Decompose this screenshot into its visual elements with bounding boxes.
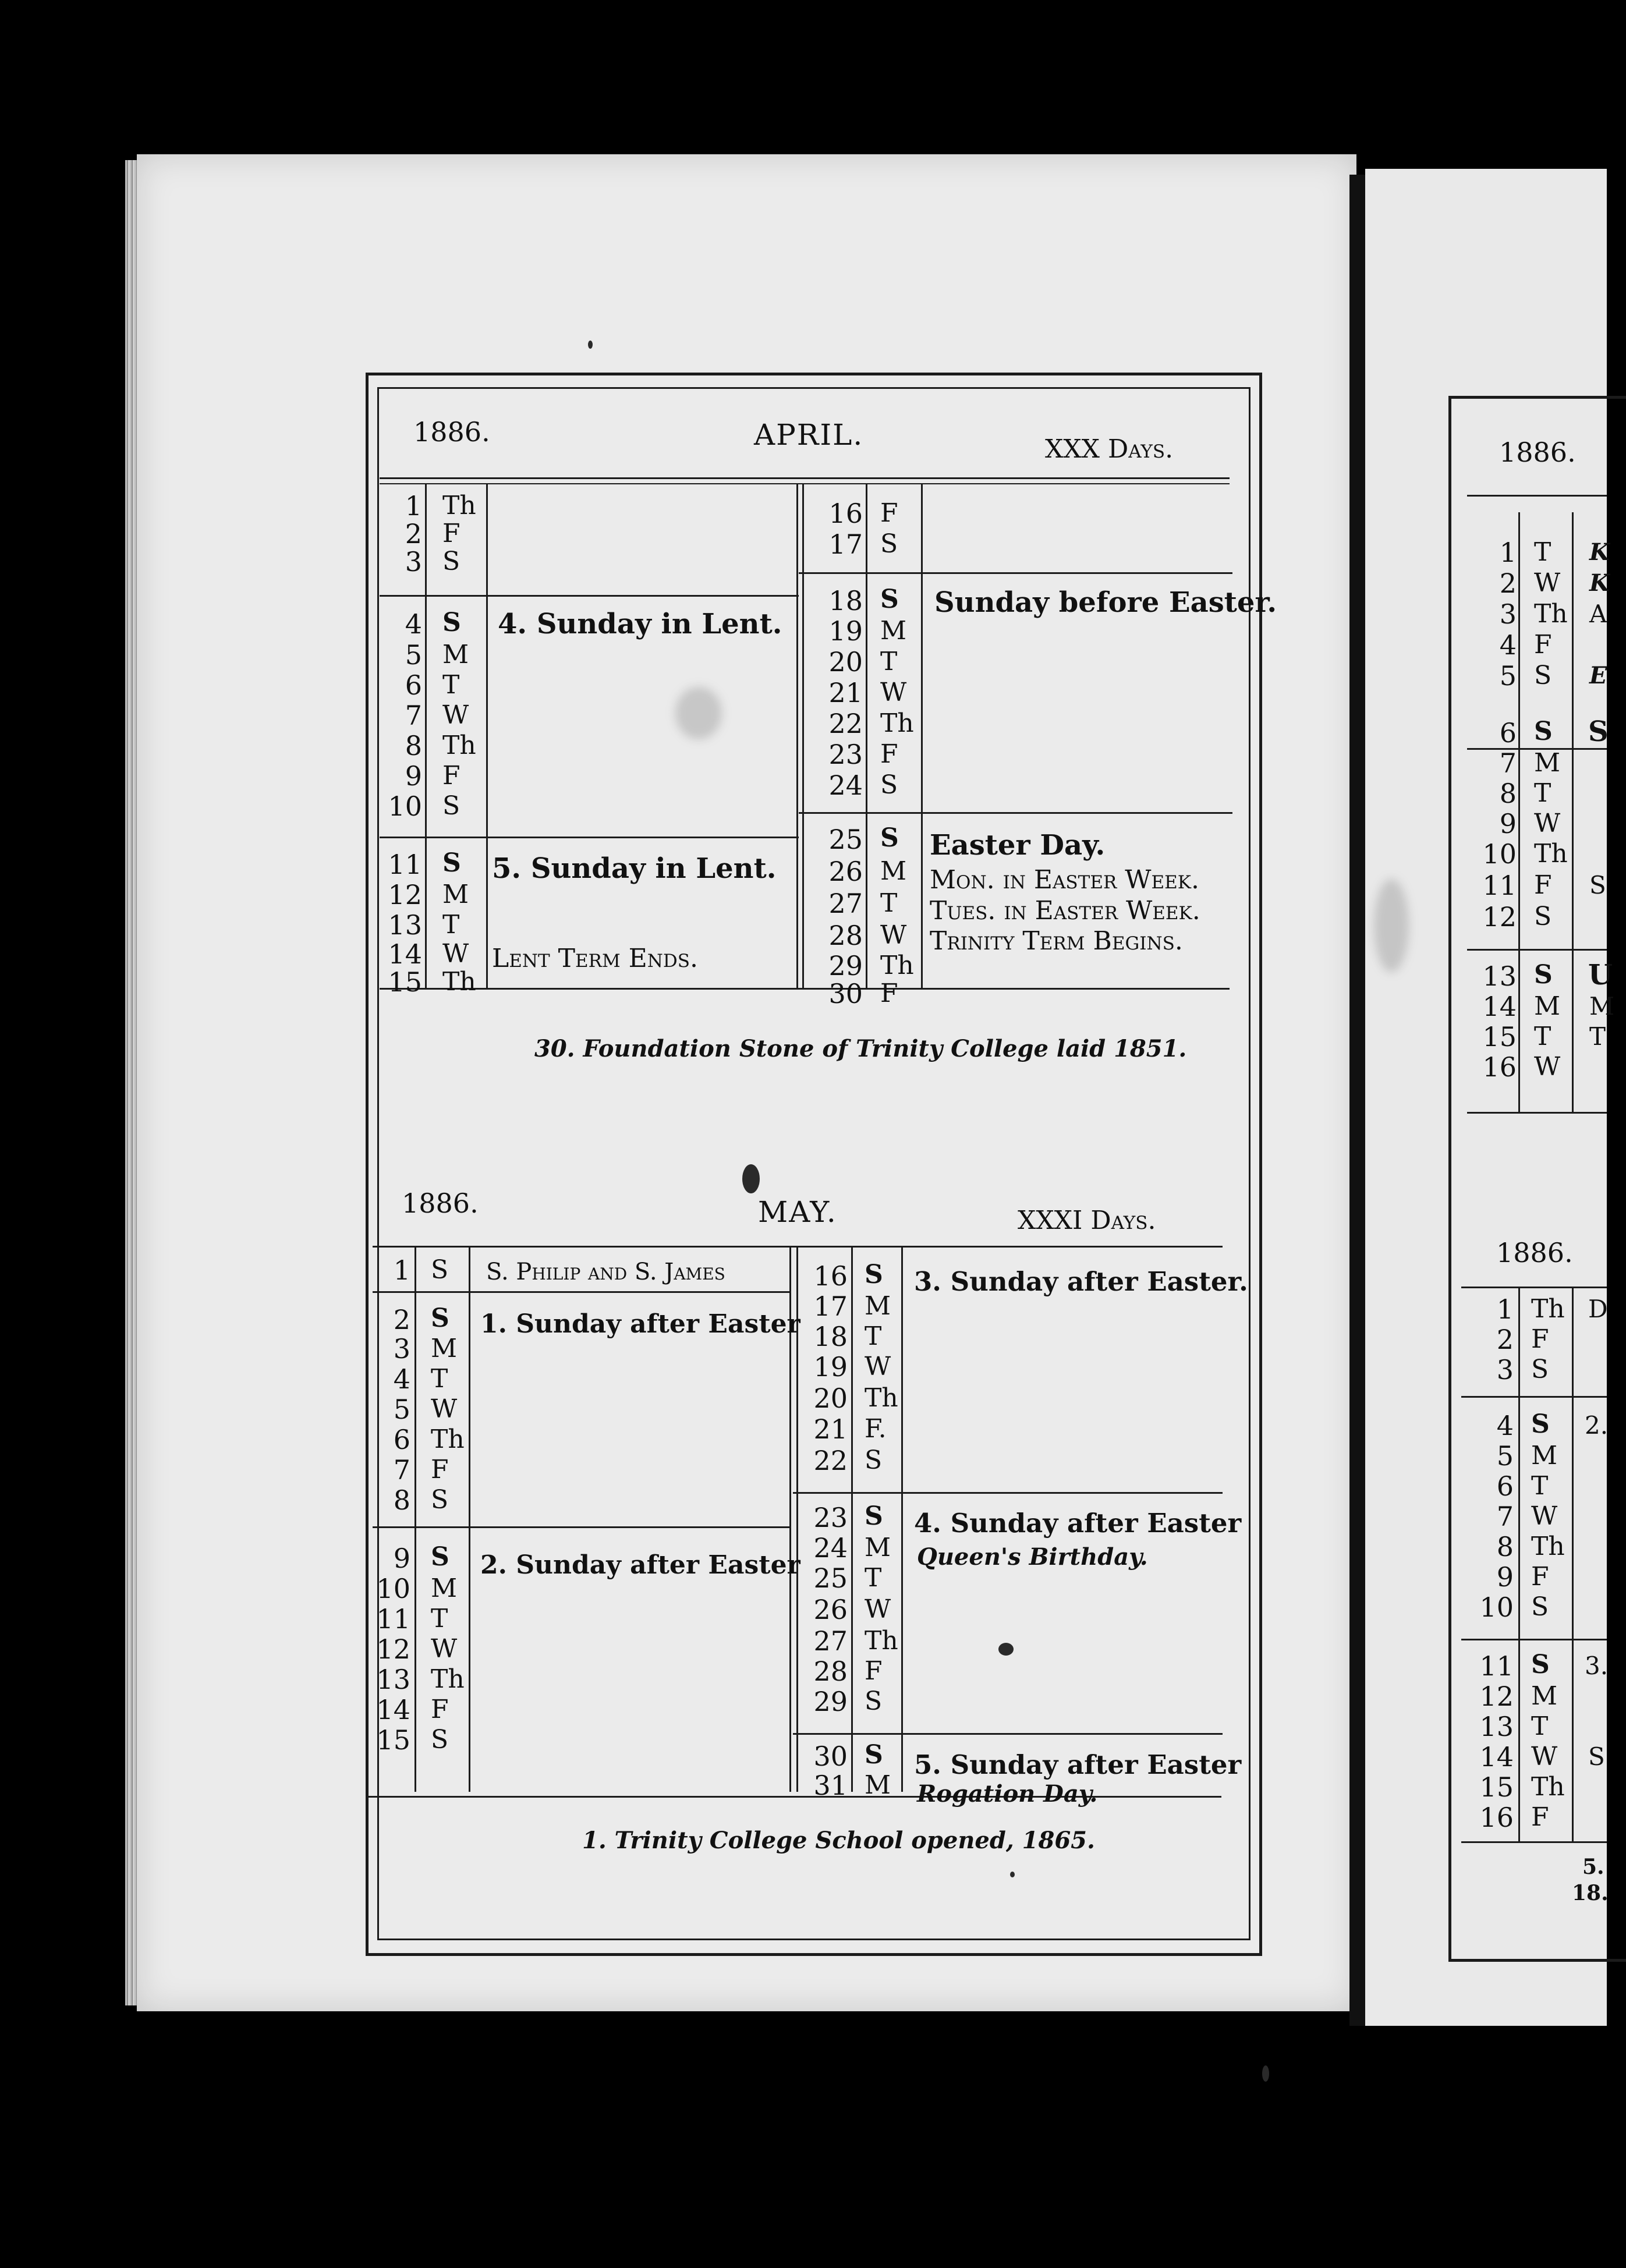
april-weekday: F	[880, 979, 898, 1008]
april-weekday: Th	[880, 951, 914, 980]
april-weekday: W	[880, 678, 907, 707]
may-weekday: S	[865, 1260, 883, 1289]
may-day-num: 12	[376, 1633, 410, 1665]
right-event: T	[1589, 1022, 1606, 1051]
may-day-num: 2	[393, 1304, 410, 1335]
right-weekday: F	[1534, 870, 1552, 900]
april-weekday: S	[880, 529, 898, 559]
april-day-num: 18	[828, 585, 863, 616]
april-day-num: 5	[405, 639, 422, 671]
right-day-num: 16	[1479, 1802, 1514, 1833]
right-weekday: T	[1534, 537, 1551, 567]
right-day-num: 11	[1482, 870, 1517, 901]
april-day-num: 29	[828, 950, 863, 981]
april-day-num: 24	[828, 770, 863, 801]
april-footnote: 30. Foundation Stone of Trinity College laid 1851.	[534, 1035, 1187, 1062]
may-weekday: F	[431, 1455, 449, 1484]
right-day-num: 15	[1482, 1021, 1517, 1053]
right-day-num: 13	[1479, 1711, 1514, 1742]
right-weekday: Th	[1531, 1532, 1565, 1561]
april-weekday: Th	[442, 967, 476, 997]
april-day-num: 12	[388, 879, 422, 910]
may-weekday: S	[865, 1445, 883, 1475]
april-day-num: 10	[388, 791, 422, 822]
may-day-num: 25	[813, 1562, 848, 1594]
right-weekday: W	[1531, 1501, 1558, 1531]
april-day-num: 3	[405, 546, 422, 577]
right-day-num: 3	[1496, 1354, 1514, 1385]
may-weekday: F.	[865, 1414, 887, 1444]
may-day-num: 23	[813, 1502, 848, 1533]
may-weekday: F	[865, 1656, 883, 1686]
may-weekday: S	[431, 1255, 449, 1285]
right-day-num: 7	[1496, 1501, 1514, 1532]
april-event: Tues. in Easter Week.	[930, 896, 1200, 926]
april-weekday: M	[442, 640, 469, 669]
may-day-num: 19	[813, 1351, 848, 1383]
april-day-num: 9	[405, 760, 422, 792]
april-event: Trinity Term Begins.	[930, 926, 1183, 956]
may-day-num: 29	[813, 1686, 848, 1717]
right-weekday: S	[1531, 1592, 1549, 1622]
april-weekday: M	[880, 616, 907, 646]
may-weekday: M	[431, 1574, 458, 1603]
right-day-num: 10	[1479, 1592, 1514, 1623]
april-day-num: 25	[828, 824, 863, 855]
april-weekday: W	[880, 920, 907, 950]
april-day-num: 2	[405, 518, 422, 550]
april-day-num: 14	[388, 938, 422, 970]
right-day-num: 7	[1499, 747, 1517, 779]
right-event: 3.	[1585, 1652, 1609, 1680]
right-day-num: 13	[1482, 961, 1517, 992]
may-weekday: S	[431, 1542, 449, 1572]
right-day-num: 12	[1479, 1681, 1514, 1712]
april-event: 5. Sunday in Lent.	[492, 852, 777, 885]
april-day-num: 11	[388, 849, 422, 880]
right-day-num: 16	[1482, 1051, 1517, 1083]
right-event: E	[1589, 662, 1607, 689]
right-weekday: T	[1534, 778, 1551, 808]
april-weekday: T	[880, 888, 898, 918]
may-weekday: T	[865, 1563, 882, 1593]
may-day-num: 4	[393, 1363, 410, 1395]
may-day-num: 26	[813, 1594, 848, 1625]
may-weekday: T	[431, 1604, 448, 1633]
right-day-num: 14	[1479, 1741, 1514, 1773]
right-event: K	[1589, 569, 1610, 597]
april-year: 1886.	[413, 416, 490, 448]
may-event: 4. Sunday after Easter	[914, 1508, 1242, 1539]
april-weekday: T	[880, 647, 898, 676]
may-weekday: Th	[431, 1664, 465, 1694]
may-day-num: 31	[813, 1770, 848, 1801]
right-footnote-1: 5.	[1582, 1855, 1604, 1879]
may-day-num: 28	[813, 1656, 848, 1687]
may-event: Queen's Birthday.	[917, 1543, 1148, 1571]
right-day-num: 6	[1496, 1470, 1514, 1502]
right-day-num: 1	[1499, 537, 1517, 568]
april-weekday: Th	[442, 491, 476, 520]
april-weekday: M	[880, 856, 907, 886]
right-weekday: Th	[1534, 599, 1568, 629]
right-day-num: 10	[1482, 838, 1517, 870]
may-weekday: Th	[431, 1424, 465, 1454]
april-event: 4. Sunday in Lent.	[498, 608, 782, 640]
right-weekday: Th	[1531, 1772, 1565, 1802]
right-weekday: F	[1531, 1324, 1549, 1354]
right-event: S	[1588, 715, 1609, 748]
april-day-num: 26	[828, 856, 863, 887]
may-day-num: 24	[813, 1532, 848, 1564]
may-day-num: 15	[376, 1724, 410, 1756]
may-weekday: M	[865, 1291, 891, 1321]
may-day-num: 1	[393, 1255, 410, 1286]
april-day-num: 28	[828, 920, 863, 951]
may-day-num: 27	[813, 1625, 848, 1657]
right-day-num: 5	[1499, 660, 1517, 692]
may-day-num: 18	[813, 1321, 848, 1352]
april-day-num: 13	[388, 909, 422, 941]
right-weekday: F	[1531, 1802, 1549, 1832]
april-weekday: S	[442, 608, 461, 637]
right-weekday: W	[1534, 1052, 1561, 1082]
april-day-num: 20	[828, 646, 863, 678]
right-weekday: S	[1534, 661, 1552, 690]
may-weekday: S	[431, 1725, 449, 1755]
april-weekday: F	[442, 519, 460, 548]
may-weekday: W	[865, 1352, 891, 1381]
may-weekday: W	[865, 1594, 891, 1624]
april-event: Sunday before Easter.	[934, 586, 1277, 619]
right-day-num: 12	[1482, 901, 1517, 933]
may-day-num: 5	[393, 1394, 410, 1425]
may-weekday: M	[865, 1770, 891, 1800]
april-title: APRIL.	[754, 418, 864, 452]
may-year: 1886.	[402, 1188, 479, 1219]
april-event: Mon. in Easter Week.	[930, 865, 1199, 895]
right-day-num: 9	[1496, 1561, 1514, 1593]
may-weekday: T	[865, 1321, 882, 1351]
may-day-num: 21	[813, 1413, 848, 1445]
right-day-num: 15	[1479, 1771, 1514, 1803]
right-weekday: M	[1534, 748, 1561, 778]
may-day-num: 8	[393, 1484, 410, 1516]
may-event: Rogation Day.	[917, 1780, 1098, 1808]
april-event: Easter Day.	[930, 829, 1106, 862]
april-weekday: W	[442, 700, 469, 730]
april-weekday: Th	[442, 731, 476, 760]
may-weekday: S	[865, 1501, 883, 1531]
right-day-num: 2	[1496, 1324, 1514, 1355]
may-day-num: 30	[813, 1741, 848, 1772]
right-day-num: 3	[1499, 598, 1517, 630]
may-day-num: 22	[813, 1445, 848, 1476]
may-event: 2. Sunday after Easter	[480, 1550, 800, 1580]
april-day-num: 21	[828, 677, 863, 708]
right-weekday: S	[1531, 1355, 1549, 1384]
april-day-num: 15	[388, 966, 422, 998]
may-day-num: 20	[813, 1383, 848, 1414]
may-day-num: 16	[813, 1260, 848, 1292]
right-day-num: 1	[1496, 1294, 1514, 1325]
april-day-num: 30	[828, 978, 863, 1009]
right-weekday: S	[1531, 1650, 1550, 1679]
right-day-num: 9	[1499, 808, 1517, 839]
may-days: XXXI Days.	[1018, 1206, 1156, 1235]
april-day-num: 1	[405, 490, 422, 522]
right-weekday: W	[1534, 809, 1561, 838]
april-weekday: Th	[880, 708, 914, 738]
april-day-num: 16	[828, 498, 863, 529]
april-day-num: 27	[828, 888, 863, 919]
right-weekday: S	[1534, 902, 1552, 931]
right-weekday: T	[1531, 1471, 1549, 1501]
may-weekday: S	[865, 1686, 883, 1716]
april-weekday: S	[442, 547, 460, 576]
may-day-num: 7	[393, 1454, 410, 1486]
may-weekday: W	[431, 1634, 458, 1664]
may-day-num: 11	[376, 1603, 410, 1635]
right-event: S	[1588, 1742, 1605, 1771]
right-day-num: 8	[1499, 778, 1517, 809]
april-day-num: 4	[405, 608, 422, 640]
april-day-num: 17	[828, 529, 863, 560]
may-day-num: 17	[813, 1291, 848, 1322]
may-footnote: 1. Trinity College School opened, 1865.	[582, 1827, 1095, 1854]
right-weekday: W	[1534, 568, 1561, 598]
right-event: M	[1589, 992, 1615, 1020]
april-weekday: F	[880, 739, 898, 769]
april-day-num: 7	[405, 700, 422, 731]
april-day-num: 6	[405, 669, 422, 701]
right-weekday: T	[1531, 1711, 1549, 1741]
right-weekday: F	[1534, 630, 1552, 660]
april-weekday: S	[442, 848, 461, 878]
right-day-num: 8	[1496, 1531, 1514, 1562]
april-weekday: F	[442, 761, 460, 791]
right-weekday: Th	[1531, 1294, 1565, 1324]
right-event: A	[1589, 600, 1607, 628]
may-day-num: 6	[393, 1424, 410, 1455]
right-weekday: S	[1534, 960, 1553, 990]
april-weekday: T	[442, 910, 460, 940]
april-days: XXX Days.	[1045, 434, 1174, 464]
may-weekday: W	[431, 1394, 458, 1424]
right-weekday: M	[1531, 1441, 1558, 1470]
right-footnote-2: 18.	[1572, 1881, 1609, 1905]
may-weekday: S	[431, 1485, 449, 1515]
right-event: U	[1588, 959, 1613, 991]
right-weekday: Th	[1534, 839, 1568, 869]
book-spine	[1349, 175, 1367, 2026]
april-day-num: 23	[828, 739, 863, 770]
april-weekday: M	[442, 880, 469, 909]
april-day-num: 22	[828, 708, 863, 739]
may-weekday: T	[431, 1364, 448, 1394]
april-weekday: S	[442, 791, 460, 821]
right-weekday: M	[1534, 991, 1561, 1021]
right-day-num: 4	[1499, 629, 1517, 661]
may-event: 5. Sunday after Easter	[914, 1749, 1242, 1780]
right-day-num: 2	[1499, 568, 1517, 599]
april-weekday: S	[880, 823, 899, 853]
right-event: 2.	[1585, 1411, 1609, 1440]
april-day-num: 8	[405, 730, 422, 761]
april-weekday: T	[442, 670, 460, 700]
right-weekday: F	[1531, 1562, 1549, 1592]
may-weekday: Th	[865, 1626, 898, 1656]
may-day-num: 3	[393, 1333, 410, 1365]
right-weekday: S	[1534, 717, 1553, 746]
may-event: 3. Sunday after Easter.	[914, 1266, 1248, 1297]
april-event: Lent Term Ends.	[492, 944, 699, 973]
right-year-bottom: 1886.	[1496, 1237, 1573, 1268]
april-weekday: S	[880, 584, 899, 614]
may-weekday: M	[431, 1334, 458, 1363]
may-weekday: F	[431, 1695, 449, 1724]
may-day-num: 9	[393, 1543, 410, 1574]
may-weekday: S	[431, 1303, 449, 1333]
may-weekday: S	[865, 1740, 883, 1770]
right-event: S	[1589, 871, 1606, 899]
may-day-num: 13	[376, 1664, 410, 1695]
april-weekday: F	[880, 498, 898, 528]
april-weekday: S	[880, 770, 898, 800]
may-weekday: Th	[865, 1383, 898, 1413]
may-event: 1. Sunday after Easter	[480, 1309, 800, 1339]
right-weekday: M	[1531, 1681, 1558, 1711]
right-day-num: 11	[1479, 1650, 1514, 1682]
right-day-num: 4	[1496, 1410, 1514, 1441]
right-weekday: W	[1531, 1742, 1558, 1771]
right-weekday: T	[1534, 1022, 1551, 1051]
april-day-num: 19	[828, 615, 863, 647]
may-weekday: M	[865, 1533, 891, 1562]
may-day-num: 14	[376, 1694, 410, 1725]
may-day-num: 10	[376, 1573, 410, 1604]
may-event: S. Philip and S. James	[486, 1259, 725, 1285]
right-weekday: S	[1531, 1409, 1550, 1439]
may-title: MAY.	[758, 1195, 837, 1229]
right-year-top: 1886.	[1499, 437, 1576, 468]
right-day-num: 14	[1482, 991, 1517, 1022]
april-weekday: W	[442, 939, 469, 969]
right-event: D	[1588, 1295, 1608, 1323]
right-event: K	[1589, 538, 1610, 566]
right-day-num: 5	[1496, 1440, 1514, 1472]
right-day-num: 6	[1499, 717, 1517, 749]
